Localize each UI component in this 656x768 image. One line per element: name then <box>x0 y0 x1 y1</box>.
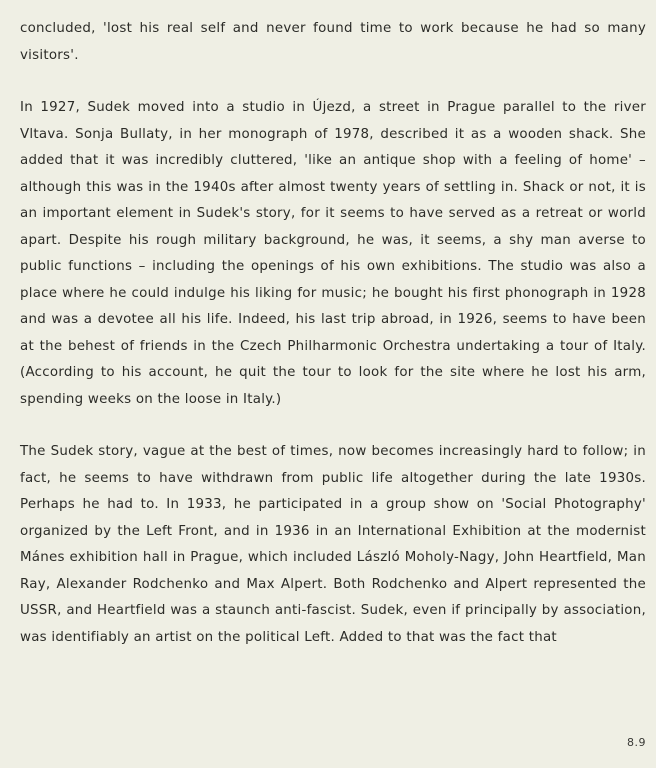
paragraph-1: concluded, 'lost his real self and never found time to work because he had so many visitors'. <box>20 21 646 63</box>
paragraph-3: The Sudek story, vague at the best of times, now becomes increasingly hard to follow; in fact, he seems to have withdrawn from public life altogether during the late 1930s. Perhaps he had to. In 1933, he participated in a group show on 'Social Photography' organized by the Left Front, and in 1936 in an International Exhibition at the modernist Mánes exhibition hall in Prague, which included László Moholy-Nagy, John Heartfield, Man Ray, Alexander Rodchenko and Max Alpert. Both Rodchenko and Alpert represented the USSR, and Heartfield was a staunch anti-fascist. Sudek, even if principally by association, was identifiably an artist on the political Left. Added to that was the fact that <box>20 444 646 645</box>
paragraph-2: In 1927, Sudek moved into a studio in Újezd, a street in Prague parallel to the river Vltava. Sonja Bullaty, in her monograph of 1978, described it as a wooden shack. She added that it was incredibly cluttered, 'like an antique shop with a feeling of home' – although this was in the 1940s after almost twenty years of settling in. Shack or not, it is an important element in Sudek's story, for it seems to have served as a retreat or world apart. Despite his rough military background, he was, it seems, a shy man averse to public functions – including the openings of his own exhibitions. The studio was also a place where he could indulge his liking for music; he bought his first phonograph in 1928 and was a devotee all his life. Indeed, his last trip abroad, in 1926, seems to have been at the behest of friends in the Czech Philharmonic Orchestra undertaking a tour of Italy. (According to his account, he quit the tour to look for the site where he lost his arm, spending weeks on the loose in Italy.) <box>20 100 646 407</box>
page-number: 8.9 <box>627 736 646 749</box>
page-body <box>20 16 646 651</box>
